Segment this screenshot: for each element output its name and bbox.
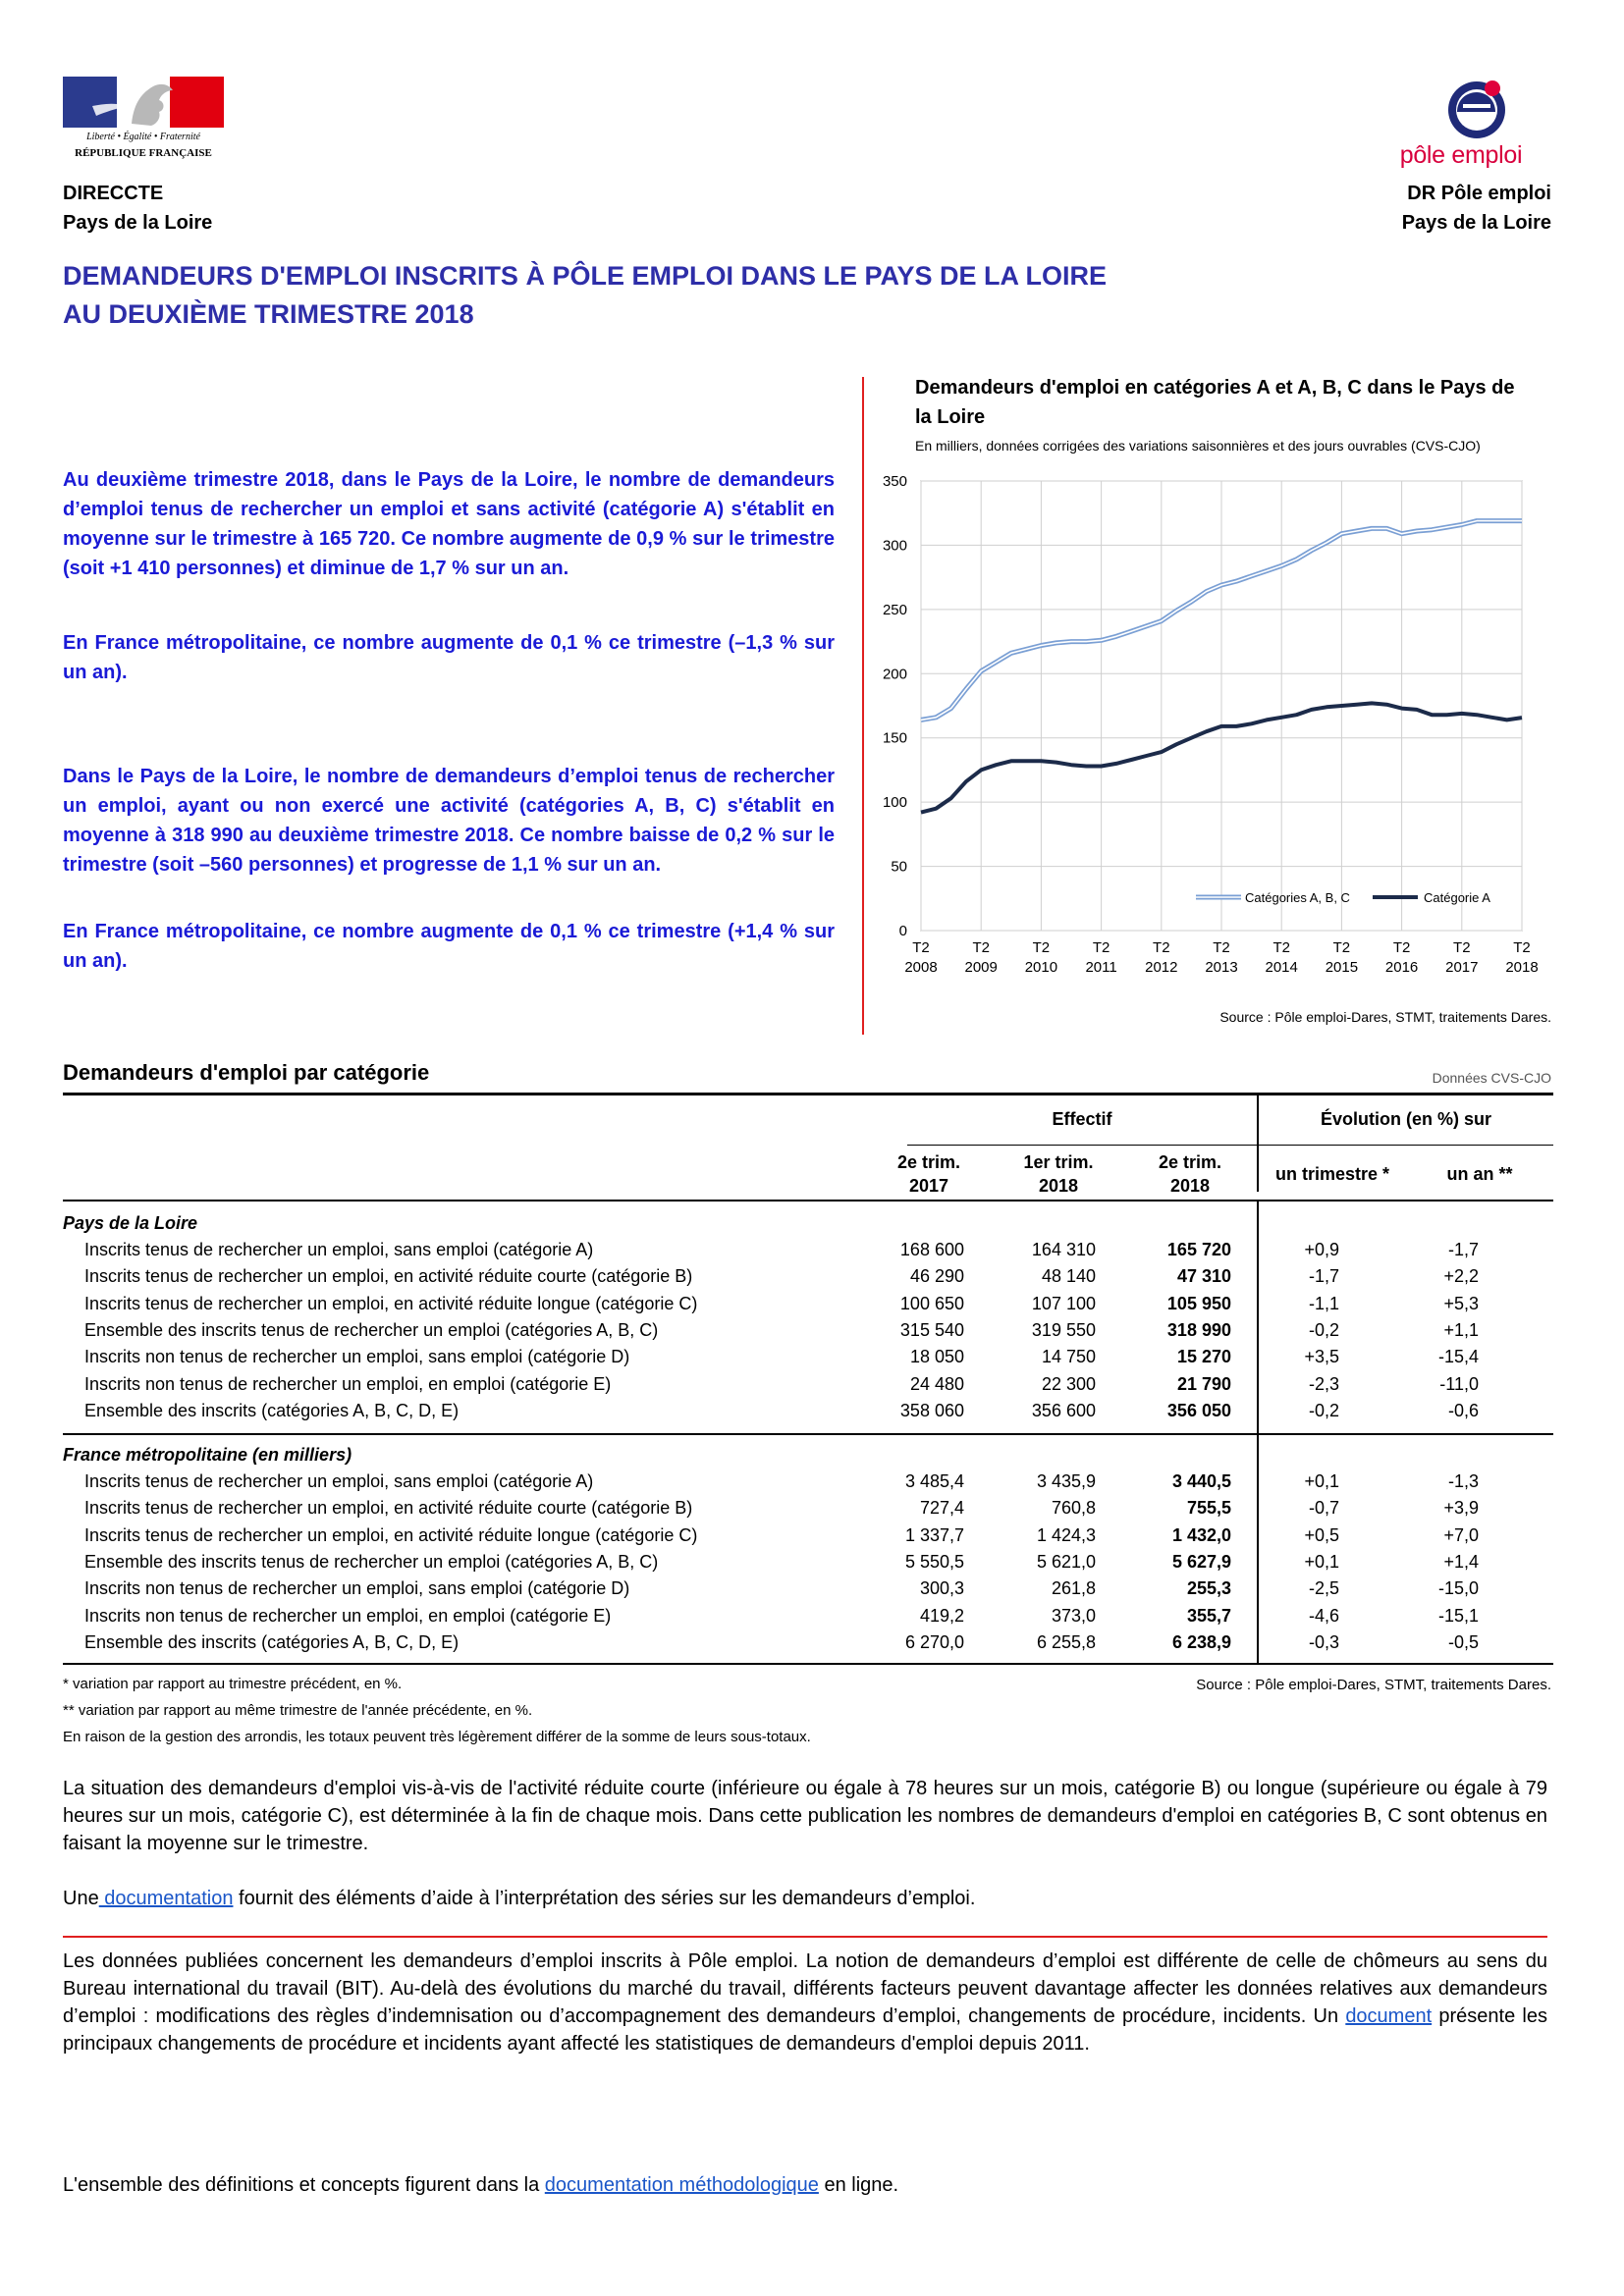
- table-row: [63, 1320, 1547, 1347]
- value-2e-trim-2018: 755,5: [1186, 1498, 1231, 1519]
- evolution-trimestre: -1,7: [1308, 1266, 1339, 1287]
- value-2e-trim-2017: 300,3: [919, 1578, 964, 1599]
- table-note-1: * variation par rapport au trimestre précédent, en %.: [63, 1676, 403, 1692]
- table-row: [63, 1606, 1547, 1632]
- republique-francaise-logo: [63, 77, 224, 167]
- value-1er-trim-2018: 356 600: [1031, 1400, 1096, 1420]
- table-header-rule: [63, 1200, 1553, 1201]
- x-tick-label: T2: [1213, 939, 1230, 956]
- y-tick-label: 350: [882, 473, 907, 490]
- evolution-an: -11,0: [1439, 1373, 1479, 1394]
- value-2e-trim-2018: 15 270: [1176, 1347, 1231, 1367]
- y-tick-label: 0: [898, 923, 907, 939]
- evolution-trimestre: -0,2: [1308, 1319, 1339, 1340]
- value-1er-trim-2018: 14 750: [1041, 1347, 1096, 1367]
- table-row: [63, 1401, 1547, 1427]
- col-header-2e-trim-2017: [864, 1150, 994, 1198]
- body-paragraph-3-before: Les données publiées concernent les demandeurs d’emploi inscrits à Pôle emploi. La notion de demandeurs d’emploi est différente de celle de chômeurs au sens du Bureau international du travail (BIT). Au-delà des évolutions du marché du travail, différents facteurs peuvent davantage affecter les données relatives aux demandeurs d’emploi : modifications des règles d’indemnisation ou d’accompagnement des demandeurs d’emploi, changements de procédure, incidents. Un: [63, 1950, 1547, 2027]
- page-title-line1: DEMANDEURS D'EMPLOI INSCRITS À PÔLE EMPLOI DANS LE PAYS DE LA LOIRE: [63, 261, 1108, 291]
- value-1er-trim-2018: 3 435,9: [1036, 1471, 1096, 1491]
- value-2e-trim-2017: 6 270,0: [904, 1631, 964, 1652]
- y-tick-label: 250: [882, 601, 907, 618]
- x-tick-label: 2013: [1205, 959, 1238, 976]
- value-2e-trim-2017: 168 600: [899, 1240, 964, 1259]
- body-paragraph-1: La situation des demandeurs d'emploi vis-à-vis de l'activité réduite courte (inférieure ou égale à 78 heures sur un mois, catégorie B) ou longue (supérieure ou égale à 79 heures sur un mois, catégorie C), est déterminée à la fin de chaque mois. Dans cette publication les nombres de demandeurs d'emploi en catégories B, C sont obtenus en faisant la moyenne sur le trimestre.: [63, 1778, 1547, 1854]
- header-evolution: Évolution (en %) sur: [1320, 1109, 1491, 1129]
- table-section-rule: [63, 1433, 1553, 1435]
- org-left-line2: Pays de la Loire: [63, 212, 213, 234]
- body-paragraph-3: [63, 1948, 1547, 2057]
- table-row: [63, 1471, 1547, 1498]
- x-tick-label: T2: [1513, 939, 1531, 956]
- evolution-an: -15,0: [1437, 1578, 1479, 1599]
- row-label: Inscrits tenus de rechercher un emploi, en activité réduite courte (catégorie B): [84, 1498, 693, 1519]
- row-label: Ensemble des inscrits tenus de rechercher un emploi (catégories A, B, C): [84, 1319, 659, 1340]
- body-paragraph-4-before: L'ensemble des définitions et concepts figurent dans la: [63, 2174, 545, 2196]
- rf-motto: Liberté • Égalité • Fraternité: [86, 132, 200, 142]
- x-tick-label: 2012: [1145, 959, 1178, 976]
- evolution-trimestre: -0,2: [1308, 1400, 1339, 1420]
- summary-paragraph-3: Dans le Pays de la Loire, le nombre de demandeurs d’emploi tenus de rechercher un emploi, ayant ou non exercé une activité (catégories A, B, C) s'établit en moyenne à 318 990 au deuxième trimestre 2018. Ce nombre baisse de 0,2 % sur le trimestre (soit –560 personnes) et progresse de 1,1 % sur un an.: [63, 766, 835, 876]
- value-1er-trim-2018: 373,0: [1051, 1605, 1096, 1626]
- page-title: [63, 257, 1339, 334]
- evolution-an: -15,4: [1437, 1347, 1479, 1367]
- value-2e-trim-2017: 1 337,7: [904, 1524, 964, 1545]
- table-note-3: En raison de la gestion des arrondis, les totaux peuvent très légèrement différer de la somme de leurs sous-totaux.: [63, 1729, 811, 1745]
- table-row: [63, 1374, 1547, 1401]
- table-bottom-rule: [63, 1663, 1553, 1665]
- value-2e-trim-2018: 6 238,9: [1171, 1631, 1231, 1652]
- marianne-flag-icon: [63, 77, 224, 128]
- row-label: Inscrits non tenus de rechercher un emploi, sans emploi (catégorie D): [84, 1347, 630, 1367]
- body-paragraph-2: [63, 1885, 1547, 1912]
- row-label: Ensemble des inscrits tenus de rechercher un emploi (catégories A, B, C): [84, 1551, 659, 1572]
- x-tick-label: 2008: [904, 959, 938, 976]
- x-tick-label: T2: [1332, 939, 1351, 956]
- table-row: [63, 1632, 1547, 1659]
- evolution-trimestre: -1,1: [1308, 1293, 1339, 1313]
- methodology-link[interactable]: documentation méthodologique: [544, 2174, 819, 2196]
- table-row: [63, 1552, 1547, 1578]
- evolution-trimestre: +0,1: [1304, 1471, 1339, 1491]
- y-tick-label: 300: [882, 537, 907, 555]
- body-paragraph-2-after: fournit des éléments d’aide à l’interprétation des séries sur les demandeurs d’emploi.: [233, 1888, 976, 1909]
- evolution-an: -0,6: [1447, 1400, 1479, 1420]
- value-2e-trim-2018: 21 790: [1176, 1373, 1231, 1394]
- y-tick-label: 150: [882, 729, 907, 747]
- evolution-an: -1,3: [1447, 1471, 1479, 1491]
- value-2e-trim-2018: 1 432,0: [1171, 1524, 1231, 1545]
- row-label: Inscrits tenus de rechercher un emploi, sans emploi (catégorie A): [84, 1240, 594, 1259]
- table-cvs-note: Données CVS-CJO: [1432, 1070, 1551, 1086]
- red-separator: [63, 1936, 1547, 1938]
- x-tick-label: T2: [1272, 939, 1290, 956]
- value-2e-trim-2017: 419,2: [919, 1605, 964, 1626]
- x-tick-label: 2018: [1505, 959, 1539, 976]
- value-1er-trim-2018: 22 300: [1041, 1373, 1096, 1394]
- legend-label-a: Catégorie A: [1424, 890, 1490, 905]
- value-2e-trim-2017: 3 485,4: [904, 1471, 964, 1491]
- table-row: [63, 1498, 1547, 1524]
- row-label: Ensemble des inscrits (catégories A, B, C, D, E): [84, 1400, 460, 1420]
- evolution-an: +1,4: [1443, 1551, 1479, 1572]
- pole-emploi-logo: [1392, 77, 1530, 171]
- x-tick-label: 2015: [1325, 959, 1359, 976]
- value-1er-trim-2018: 261,8: [1051, 1578, 1096, 1599]
- table-top-rule: [63, 1093, 1553, 1095]
- value-2e-trim-2018: 355,7: [1186, 1605, 1231, 1626]
- table-header-subrule: [907, 1145, 1553, 1146]
- value-2e-trim-2018: 165 720: [1166, 1240, 1231, 1259]
- evolution-an: -0,5: [1447, 1631, 1479, 1652]
- row-label: Inscrits tenus de rechercher un emploi, en activité réduite longue (catégorie C): [84, 1293, 698, 1313]
- value-2e-trim-2017: 727,4: [919, 1498, 964, 1519]
- value-1er-trim-2018: 107 100: [1031, 1293, 1096, 1313]
- x-tick-label: T2: [972, 939, 990, 956]
- value-2e-trim-2017: 358 060: [899, 1400, 964, 1420]
- rf-name: RÉPUBLIQUE FRANÇAISE: [75, 147, 212, 159]
- table-source: Source : Pôle emploi-Dares, STMT, traitements Dares.: [1196, 1677, 1551, 1693]
- document-link[interactable]: document: [1345, 2005, 1433, 2027]
- value-2e-trim-2018: 3 440,5: [1171, 1471, 1231, 1491]
- evolution-an: +7,0: [1443, 1524, 1479, 1545]
- x-tick-label: T2: [1032, 939, 1051, 956]
- col-header-1er-trim-2018-line2: 2018: [1038, 1176, 1079, 1196]
- col-header-2e-trim-2017-line2: 2017: [908, 1176, 949, 1196]
- col-header-un-trimestre: un trimestre *: [1274, 1164, 1390, 1184]
- table-row: [63, 1266, 1547, 1293]
- page-title-line2: AU DEUXIÈME TRIMESTRE 2018: [63, 299, 474, 329]
- row-label: Inscrits tenus de rechercher un emploi, sans emploi (catégorie A): [84, 1471, 594, 1491]
- x-tick-label: T2: [1092, 939, 1110, 956]
- evolution-trimestre: -0,7: [1308, 1498, 1339, 1519]
- body-paragraph-4: [63, 2171, 1547, 2199]
- value-2e-trim-2018: 5 627,9: [1171, 1551, 1231, 1572]
- y-tick-label: 200: [882, 666, 907, 683]
- x-tick-label: 2011: [1085, 959, 1117, 976]
- value-2e-trim-2017: 5 550,5: [904, 1551, 964, 1572]
- pole-emploi-logo-text: pôle emploi: [1399, 141, 1523, 169]
- evolution-trimestre: +3,5: [1304, 1347, 1339, 1367]
- x-tick-label: T2: [1392, 939, 1411, 956]
- chart-source: Source : Pôle emploi-Dares, STMT, traitements Dares.: [1219, 1009, 1551, 1025]
- col-header-2e-trim-2017-line1: 2e trim.: [896, 1152, 961, 1172]
- table-note-2: ** variation par rapport au même trimestre de l'année précédente, en %.: [63, 1702, 533, 1719]
- x-tick-label: 2010: [1024, 959, 1058, 976]
- value-2e-trim-2017: 18 050: [909, 1347, 964, 1367]
- x-tick-label: 2009: [964, 959, 998, 976]
- table-notes: [63, 1671, 811, 1750]
- table-row: [63, 1294, 1547, 1320]
- table-section-label: France métropolitaine (en milliers): [63, 1445, 352, 1465]
- value-1er-trim-2018: 5 621,0: [1036, 1551, 1096, 1572]
- evolution-trimestre: -2,3: [1308, 1373, 1339, 1394]
- table-section-label: Pays de la Loire: [63, 1213, 198, 1233]
- row-label: Inscrits non tenus de rechercher un emploi, en emploi (catégorie E): [84, 1605, 612, 1626]
- col-header-2e-trim-2018-line1: 2e trim.: [1158, 1152, 1222, 1172]
- row-label: Ensemble des inscrits (catégories A, B, C, D, E): [84, 1631, 460, 1652]
- value-2e-trim-2018: 318 990: [1166, 1319, 1231, 1340]
- row-label: Inscrits non tenus de rechercher un emploi, en emploi (catégorie E): [84, 1373, 612, 1394]
- value-2e-trim-2017: 24 480: [909, 1373, 964, 1394]
- summary-paragraph-2: En France métropolitaine, ce nombre augmente de 0,1 % ce trimestre (–1,3 % sur un an).: [63, 632, 835, 683]
- table-row: [63, 1525, 1547, 1552]
- chart-title: Demandeurs d'emploi en catégories A et A, B, C dans le Pays de la Loire: [915, 377, 1515, 428]
- evolution-an: -15,1: [1437, 1605, 1479, 1626]
- org-right: [1402, 179, 1551, 238]
- value-2e-trim-2017: 100 650: [899, 1293, 964, 1313]
- y-tick-label: 100: [882, 794, 907, 812]
- evolution-trimestre: +0,9: [1304, 1240, 1339, 1259]
- body-paragraph-3-after: présente les principaux changements de procédure et incidents ayant affecté les statistiques de demandeurs d'emploi depuis 2011.: [63, 2005, 1548, 2055]
- row-label: Inscrits tenus de rechercher un emploi, en activité réduite courte (catégorie B): [84, 1266, 693, 1287]
- value-1er-trim-2018: 1 424,3: [1036, 1524, 1096, 1545]
- value-1er-trim-2018: 760,8: [1051, 1498, 1096, 1519]
- body-paragraph-4-after: en ligne.: [818, 2174, 899, 2196]
- table-row: [63, 1347, 1547, 1373]
- table-row: [63, 1240, 1547, 1266]
- evolution-an: +5,3: [1443, 1293, 1479, 1313]
- table-row: [63, 1578, 1547, 1605]
- x-tick-label: T2: [1453, 939, 1471, 956]
- evolution-trimestre: +0,1: [1304, 1551, 1339, 1572]
- evolution-an: +3,9: [1443, 1498, 1479, 1519]
- value-1er-trim-2018: 164 310: [1031, 1240, 1096, 1259]
- col-header-1er-trim-2018-line1: 1er trim.: [1023, 1152, 1094, 1172]
- evolution-trimestre: +0,5: [1304, 1524, 1339, 1545]
- table-title: Demandeurs d'emploi par catégorie: [63, 1060, 430, 1085]
- evolution-trimestre: -4,6: [1308, 1605, 1339, 1626]
- header-effectif: Effectif: [1052, 1109, 1112, 1129]
- evolution-an: -1,7: [1447, 1240, 1479, 1259]
- legend-label-abc: Catégories A, B, C: [1245, 890, 1350, 905]
- org-right-line1: DR Pôle emploi: [1407, 183, 1551, 204]
- line-chart: [864, 461, 1551, 991]
- evolution-an: +2,2: [1443, 1266, 1479, 1287]
- evolution-an: +1,1: [1443, 1319, 1479, 1340]
- org-left-line1: DIRECCTE: [63, 183, 164, 204]
- summary-paragraph-1: Au deuxième trimestre 2018, dans le Pays de la Loire, le nombre de demandeurs d’emploi tenus de rechercher un emploi et sans activité (catégorie A) s'établit en moyenne sur le trimestre à 165 720. Ce nombre augmente de 0,9 % sur le trimestre (soit +1 410 personnes) et diminue de 1,7 % sur un an.: [63, 469, 835, 579]
- documentation-link[interactable]: documentation: [98, 1888, 234, 1909]
- org-left: [63, 179, 212, 238]
- x-tick-label: T2: [912, 939, 930, 956]
- value-1er-trim-2018: 6 255,8: [1036, 1631, 1096, 1652]
- value-1er-trim-2018: 319 550: [1031, 1319, 1096, 1340]
- x-tick-label: T2: [1153, 939, 1170, 956]
- value-2e-trim-2017: 46 290: [909, 1266, 964, 1287]
- x-tick-label: 2017: [1445, 959, 1479, 976]
- x-tick-label: 2016: [1384, 959, 1419, 976]
- value-2e-trim-2017: 315 540: [899, 1319, 964, 1340]
- value-2e-trim-2018: 105 950: [1166, 1293, 1231, 1313]
- pole-emploi-mark-icon: [1392, 77, 1530, 141]
- value-2e-trim-2018: 255,3: [1186, 1578, 1231, 1599]
- value-2e-trim-2018: 356 050: [1166, 1400, 1231, 1420]
- col-header-2e-trim-2018-line2: 2018: [1169, 1176, 1211, 1196]
- table-body-divider: [1257, 1201, 1259, 1663]
- y-tick-label: 50: [891, 858, 907, 876]
- body-paragraph-2-before: Une: [63, 1888, 99, 1909]
- row-label: Inscrits non tenus de rechercher un emploi, sans emploi (catégorie D): [84, 1578, 630, 1599]
- evolution-trimestre: -2,5: [1308, 1578, 1339, 1599]
- row-label: Inscrits tenus de rechercher un emploi, en activité réduite longue (catégorie C): [84, 1524, 698, 1545]
- org-right-line2: Pays de la Loire: [1401, 212, 1551, 234]
- col-header-1er-trim-2018: [994, 1150, 1123, 1198]
- summary-paragraph-4: En France métropolitaine, ce nombre augmente de 0,1 % ce trimestre (+1,4 % sur un an).: [63, 921, 835, 972]
- value-1er-trim-2018: 48 140: [1041, 1266, 1096, 1287]
- col-header-2e-trim-2018: [1123, 1150, 1257, 1198]
- evolution-trimestre: -0,3: [1308, 1631, 1339, 1652]
- chart-subtitle: En milliers, données corrigées des variations saisonnières et des jours ouvrables (CVS-CJO): [915, 438, 1481, 454]
- value-2e-trim-2018: 47 310: [1176, 1266, 1231, 1287]
- col-header-un-an: un an **: [1446, 1164, 1513, 1184]
- x-tick-label: 2014: [1265, 959, 1298, 976]
